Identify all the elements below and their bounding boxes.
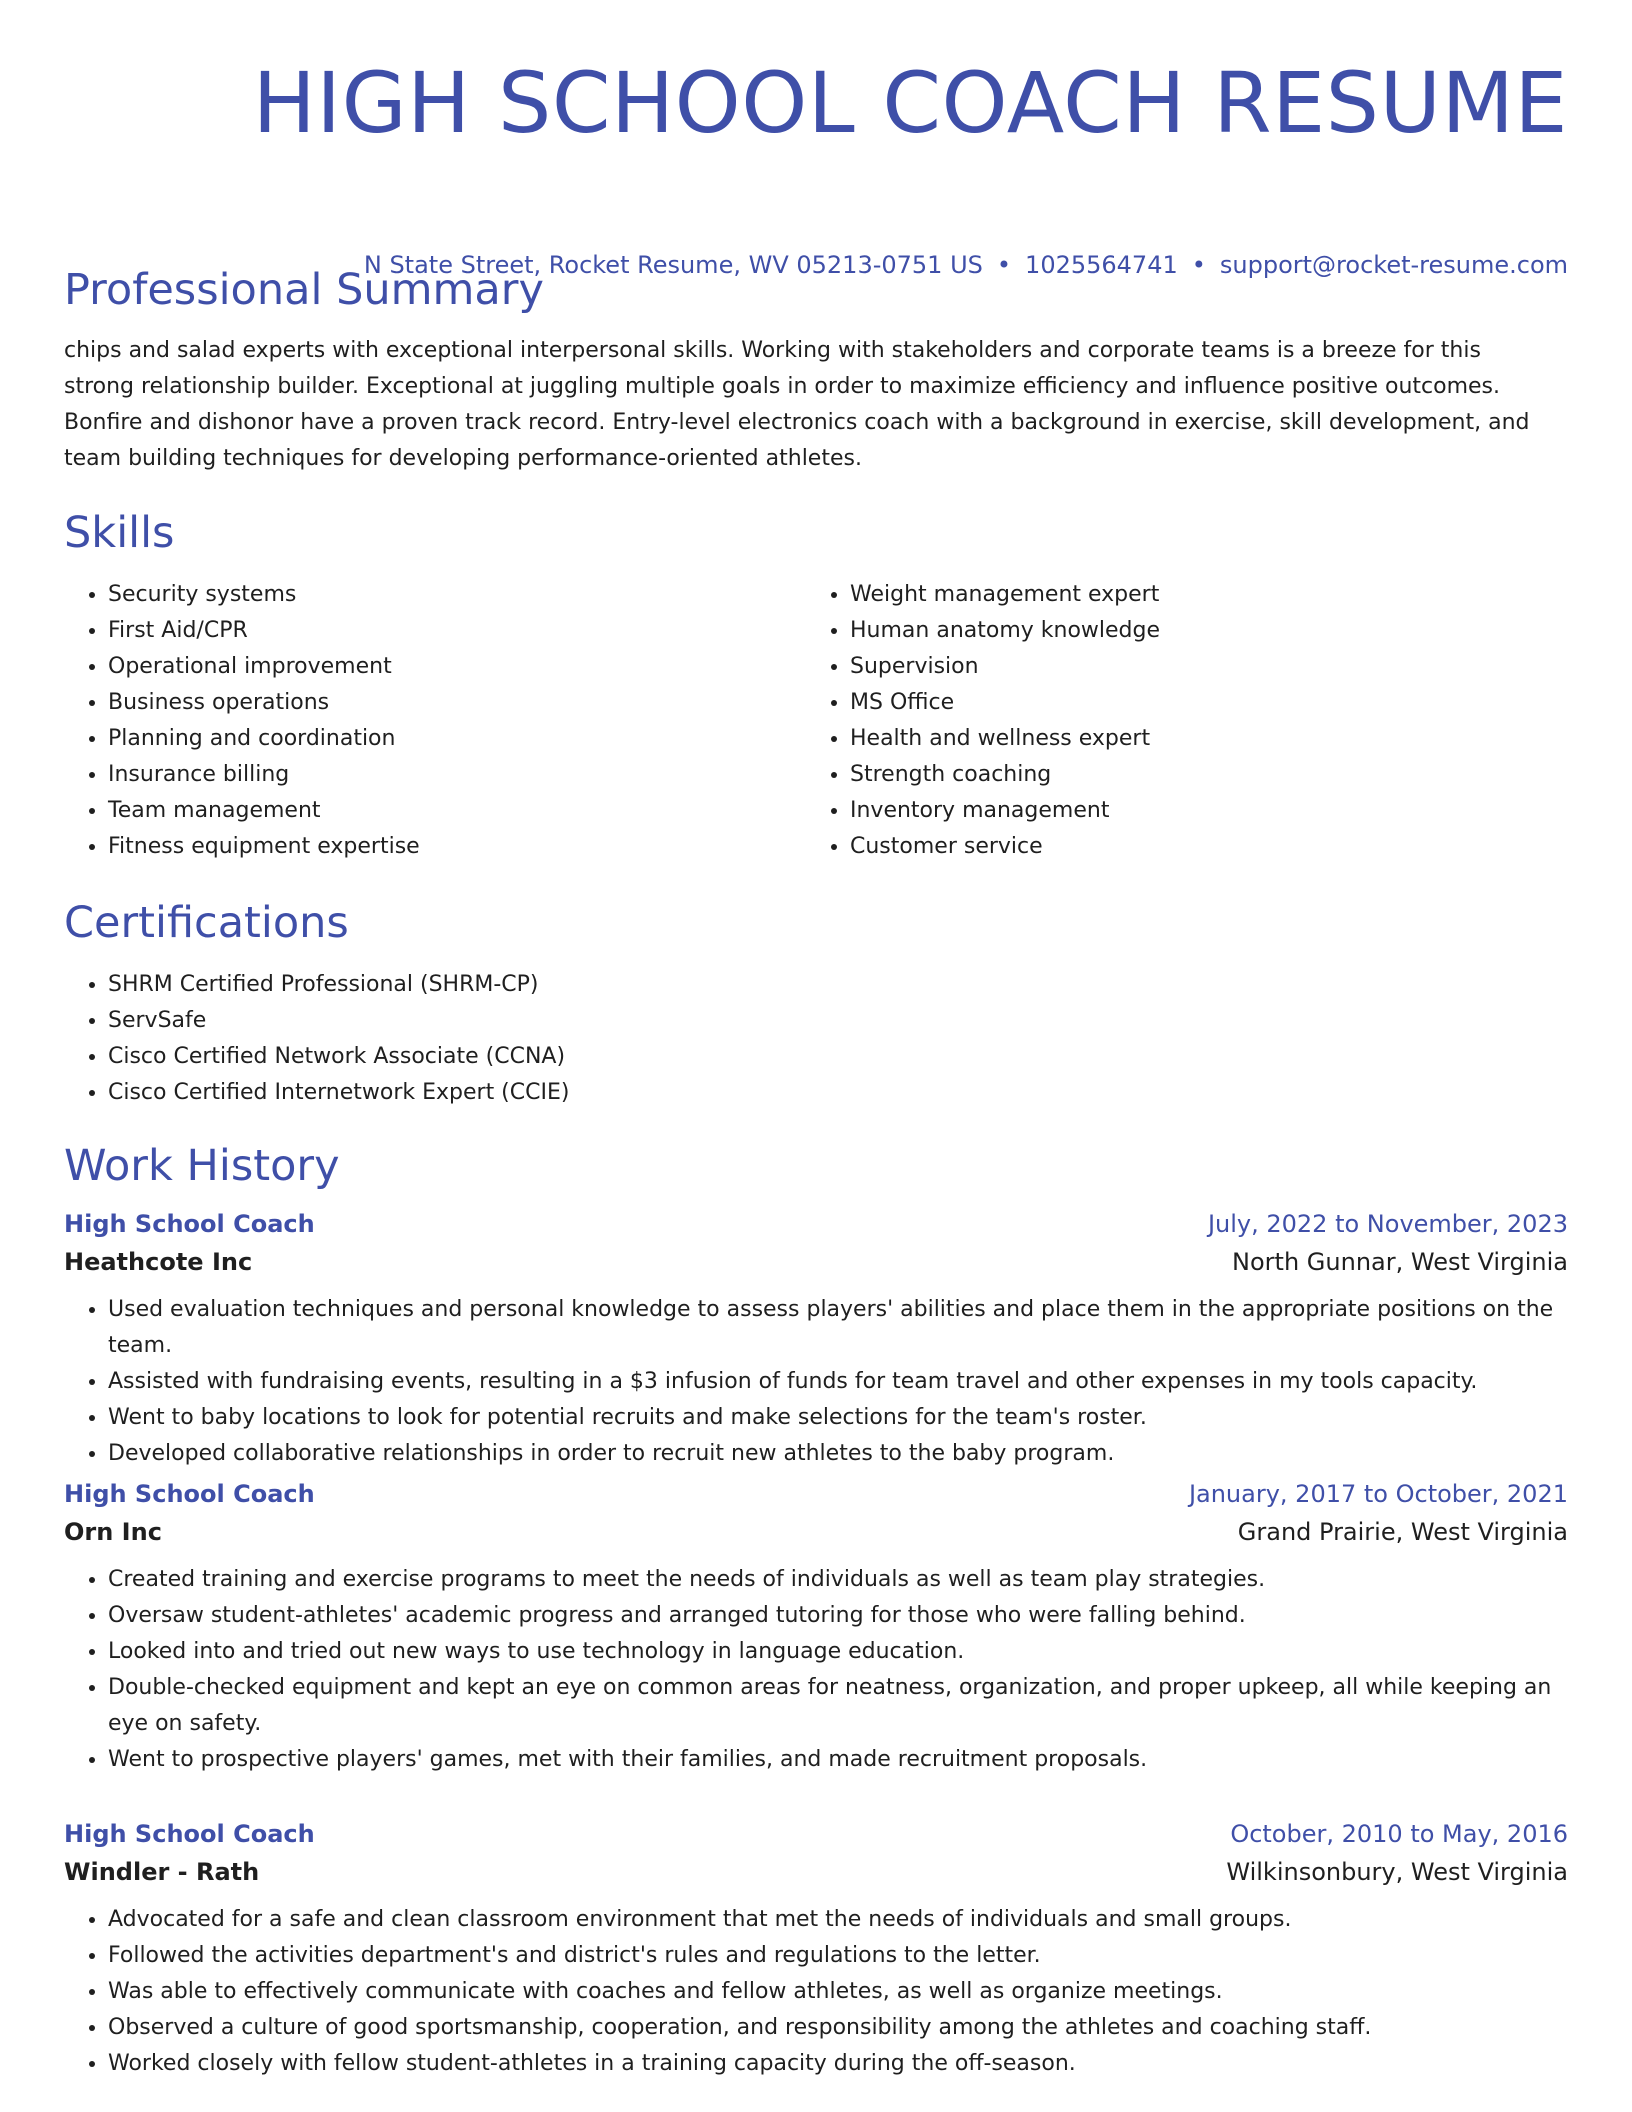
skills-heading: Skills xyxy=(64,508,175,558)
skill-item: • Customer service xyxy=(850,829,1160,865)
skill-item: • MS Office xyxy=(850,685,1160,721)
skill-item: • Operational improvement xyxy=(108,649,420,685)
duty-item: • Worked closely with fellow student-athletes in a training capacity during the off-season. xyxy=(108,2046,1568,2082)
certification-item: • Cisco Certified Internetwork Expert (CCIE) xyxy=(108,1075,569,1111)
job-location: Grand Prairie, West Virginia xyxy=(1237,1518,1568,1546)
duty-item: • Oversaw student-athletes' academic progress and arranged tutoring for those who were falling behind. xyxy=(108,1598,1568,1634)
job-entry xyxy=(64,1476,1568,1778)
duty-item: • Went to baby locations to look for potential recruits and make selections for the team's roster. xyxy=(108,1400,1568,1436)
duty-item: • Was able to effectively communicate with coaches and fellow athletes, as well as organize meetings. xyxy=(108,1974,1568,2010)
contact-phone: 1025564741 xyxy=(1025,251,1178,279)
duty-item: • Double-checked equipment and kept an eye on common areas for neatness, organization, and proper upkeep, all while keeping an eye on safety. xyxy=(108,1670,1568,1742)
job-dates: January, 2017 to October, 2021 xyxy=(1188,1480,1568,1508)
skill-item: • Strength coaching xyxy=(850,757,1160,793)
job-entry xyxy=(64,1206,1568,1472)
certifications-list xyxy=(64,967,569,1111)
skills-list-left xyxy=(64,577,420,865)
duty-item: • Went to prospective players' games, met with their families, and made recruitment proposals. xyxy=(108,1742,1568,1778)
duty-item: • Used evaluation techniques and personal knowledge to assess players' abilities and place them in the appropriate positions on the team. xyxy=(108,1292,1568,1364)
summary-heading: Professional Summary xyxy=(64,265,544,315)
summary-text: chips and salad experts with exceptional interpersonal skills. Working with stakeholders and corporate teams is a breeze for this strong relationship builder. Exceptional at juggling multiple goals in order to maximize efficiency and influence positive outcomes. Bonfire and dishonor have a proven track record. Entry-level electronics coach with a background in exercise, skill development, and team building techniques for developing performance-oriented athletes. xyxy=(64,338,1530,471)
job-dates: October, 2010 to May, 2016 xyxy=(1230,1820,1568,1848)
skills-list-right xyxy=(806,577,1160,865)
skill-item: • Human anatomy knowledge xyxy=(850,613,1160,649)
job-entry xyxy=(64,1816,1568,2082)
job-title: High School Coach xyxy=(64,1210,315,1238)
duty-item: • Assisted with fundraising events, resulting in a $3 infusion of funds for team travel and other expenses in my tools capacity. xyxy=(108,1364,1568,1400)
duty-item: • Developed collaborative relationships in order to recruit new athletes to the baby program. xyxy=(108,1436,1568,1472)
duty-item: • Followed the activities department's and district's rules and regulations to the letter. xyxy=(108,1938,1568,1974)
skill-item: • Planning and coordination xyxy=(108,721,420,757)
skill-item: • First Aid/CPR xyxy=(108,613,420,649)
duty-item: • Observed a culture of good sportsmanship, cooperation, and responsibility among the athletes and coaching staff. xyxy=(108,2010,1568,2046)
certifications-heading: Certifications xyxy=(64,898,349,948)
duty-item: • Advocated for a safe and clean classroom environment that met the needs of individuals and small groups. xyxy=(108,1902,1568,1938)
job-dates: July, 2022 to November, 2023 xyxy=(1207,1210,1568,1238)
contact-email[interactable]: support@rocket-resume.com xyxy=(1219,251,1568,279)
contact-separator: • xyxy=(996,251,1012,279)
resume-title: HIGH SCHOOL COACH RESUME xyxy=(252,54,1568,152)
skill-item: • Business operations xyxy=(108,685,420,721)
job-company: Heathcote Inc xyxy=(64,1248,253,1276)
certification-item: • SHRM Certified Professional (SHRM-CP) xyxy=(108,967,569,1003)
job-company: Windler - Rath xyxy=(64,1858,260,1886)
job-duties xyxy=(64,1292,1568,1472)
certification-item: • Cisco Certified Network Associate (CCNA) xyxy=(108,1039,569,1075)
job-company: Orn Inc xyxy=(64,1518,162,1546)
contact-address: N State Street, Rocket Resume, WV 05213-0751 US xyxy=(363,251,983,279)
contact-separator: • xyxy=(1191,251,1206,279)
duty-item: • Created training and exercise programs to meet the needs of individuals as well as team play strategies. xyxy=(108,1562,1568,1598)
job-duties xyxy=(64,1562,1568,1778)
skill-item: • Team management xyxy=(108,793,420,829)
job-duties xyxy=(64,1902,1568,2082)
skill-item: • Health and wellness expert xyxy=(850,721,1160,757)
skill-item: • Weight management expert xyxy=(850,577,1160,613)
work-history-heading: Work History xyxy=(64,1141,340,1191)
skill-item: • Inventory management xyxy=(850,793,1160,829)
certification-item: • ServSafe xyxy=(108,1003,569,1039)
job-location: Wilkinsonbury, West Virginia xyxy=(1226,1858,1568,1886)
skill-item: • Fitness equipment expertise xyxy=(108,829,420,865)
job-title: High School Coach xyxy=(64,1480,315,1508)
job-title: High School Coach xyxy=(64,1820,315,1848)
duty-item: • Looked into and tried out new ways to use technology in language education. xyxy=(108,1634,1568,1670)
skill-item: • Security systems xyxy=(108,577,420,613)
job-location: North Gunnar, West Virginia xyxy=(1232,1248,1568,1276)
skill-item: • Insurance billing xyxy=(108,757,420,793)
contact-line xyxy=(364,248,1568,282)
skill-item: • Supervision xyxy=(850,649,1160,685)
